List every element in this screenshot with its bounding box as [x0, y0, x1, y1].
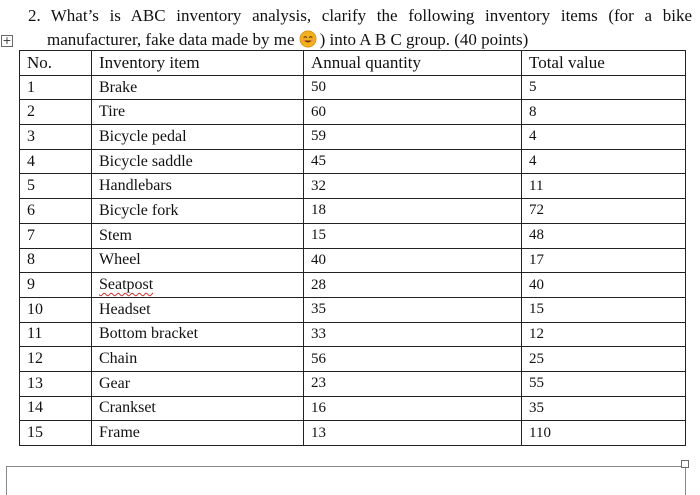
cell-inventory-item: Tire — [92, 100, 304, 125]
resize-square-icon[interactable] — [681, 460, 689, 468]
move-cross-icon[interactable]: + — [2, 34, 12, 47]
table-row — [20, 273, 686, 298]
table-header-row — [20, 51, 686, 76]
cell-inventory-item: Bicycle pedal — [92, 125, 304, 150]
cell-total-value: 4 — [522, 149, 686, 174]
table-row — [20, 396, 686, 421]
table-row — [20, 199, 686, 224]
cell-annual-quantity: 50 — [304, 75, 522, 100]
table-row — [20, 125, 686, 150]
cell-total-value: 110 — [522, 421, 686, 446]
cell-annual-quantity: 28 — [304, 273, 522, 298]
cell-annual-quantity: 18 — [304, 199, 522, 224]
cell-inventory-item: Brake — [92, 75, 304, 100]
question-line-2-start: manufacturer, fake data made by me — [47, 30, 295, 49]
cell-total-value: 11 — [522, 174, 686, 199]
question-number: 2. — [28, 6, 41, 25]
cell-total-value: 5 — [522, 75, 686, 100]
cell-total-value: 40 — [522, 273, 686, 298]
cell-inventory-item: Chain — [92, 347, 304, 372]
cell-inventory-item: Bicycle fork — [92, 199, 304, 224]
header-total-value: Total value — [522, 51, 686, 76]
cell-inventory-item: Bicycle saddle — [92, 149, 304, 174]
cell-no: 7 — [20, 223, 92, 248]
question-text — [28, 4, 692, 52]
question-line-2-end: ) into A B C group. (40 points) — [319, 30, 529, 49]
table-row — [20, 223, 686, 248]
cell-no: 15 — [20, 421, 92, 446]
spellcheck-underlined-word: Seatpost — [99, 276, 154, 294]
cell-total-value: 48 — [522, 223, 686, 248]
cell-annual-quantity: 23 — [304, 371, 522, 396]
table-row — [20, 75, 686, 100]
inventory-table — [19, 50, 686, 446]
cell-annual-quantity: 13 — [304, 421, 522, 446]
cell-total-value: 35 — [522, 396, 686, 421]
header-inventory-item: Inventory item — [92, 51, 304, 76]
question-line-2 — [28, 28, 692, 52]
table-row — [20, 248, 686, 273]
cell-annual-quantity: 15 — [304, 223, 522, 248]
cell-no: 11 — [20, 322, 92, 347]
cell-no: 5 — [20, 174, 92, 199]
cell-annual-quantity: 59 — [304, 125, 522, 150]
cell-total-value: 55 — [522, 371, 686, 396]
cell-no: 3 — [20, 125, 92, 150]
cell-annual-quantity: 45 — [304, 149, 522, 174]
cell-inventory-item — [92, 273, 304, 298]
cell-annual-quantity: 60 — [304, 100, 522, 125]
cell-inventory-item: Handlebars — [92, 174, 304, 199]
header-annual-quantity: Annual quantity — [304, 51, 522, 76]
question-line-1 — [28, 4, 692, 28]
cell-inventory-item: Frame — [92, 421, 304, 446]
question-line-1-text: What’s is ABC inventory analysis, clarify the following inventory items (for a bike — [50, 6, 692, 25]
cell-no: 6 — [20, 199, 92, 224]
cell-annual-quantity: 16 — [304, 396, 522, 421]
table-row — [20, 297, 686, 322]
cell-annual-quantity: 33 — [304, 322, 522, 347]
cell-inventory-item: Crankset — [92, 396, 304, 421]
cell-no: 1 — [20, 75, 92, 100]
cell-total-value: 8 — [522, 100, 686, 125]
cell-annual-quantity: 35 — [304, 297, 522, 322]
cell-total-value: 15 — [522, 297, 686, 322]
cell-inventory-item: Gear — [92, 371, 304, 396]
cell-inventory-item: Headset — [92, 297, 304, 322]
cell-no: 4 — [20, 149, 92, 174]
table-row — [20, 371, 686, 396]
table-row — [20, 421, 686, 446]
table-row — [20, 149, 686, 174]
cell-total-value: 12 — [522, 322, 686, 347]
next-table-outline — [6, 466, 686, 495]
cell-total-value: 72 — [522, 199, 686, 224]
cell-annual-quantity: 40 — [304, 248, 522, 273]
cell-no: 10 — [20, 297, 92, 322]
cell-no: 9 — [20, 273, 92, 298]
cell-no: 13 — [20, 371, 92, 396]
cell-no: 2 — [20, 100, 92, 125]
cell-inventory-item: Bottom bracket — [92, 322, 304, 347]
cell-total-value: 4 — [522, 125, 686, 150]
cell-annual-quantity: 56 — [304, 347, 522, 372]
cell-inventory-item: Wheel — [92, 248, 304, 273]
table-row — [20, 347, 686, 372]
header-no: No. — [20, 51, 92, 76]
cell-no: 14 — [20, 396, 92, 421]
smiling-face-emoji-icon — [299, 30, 317, 48]
table-row — [20, 100, 686, 125]
table-row — [20, 322, 686, 347]
cell-total-value: 25 — [522, 347, 686, 372]
cell-inventory-item: Stem — [92, 223, 304, 248]
cell-total-value: 17 — [522, 248, 686, 273]
cell-no: 12 — [20, 347, 92, 372]
cell-no: 8 — [20, 248, 92, 273]
table-row — [20, 174, 686, 199]
cell-annual-quantity: 32 — [304, 174, 522, 199]
